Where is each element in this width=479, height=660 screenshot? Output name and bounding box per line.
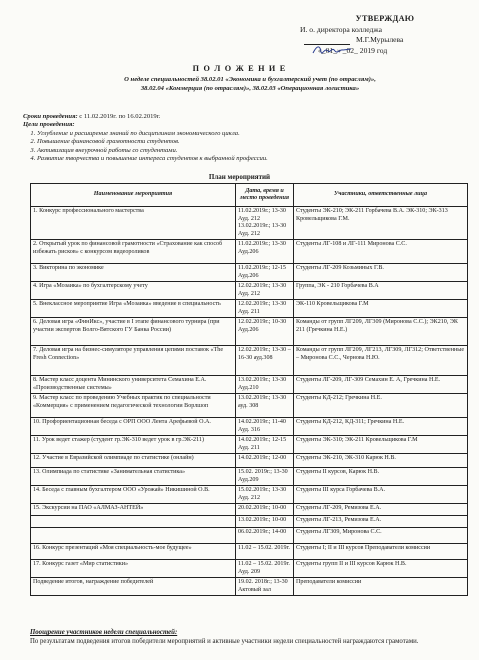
date-cell: 11.02 – 15.02. 2019г. Ауд. 209: [236, 560, 294, 578]
participants-cell: Группа, ЭК - 210 Горбачева В.А: [294, 282, 468, 300]
goal-item: 1. Углубление и расширение знаний по дисциплинам экономического цикла.: [37, 130, 463, 139]
event-cell: 4. Игра «Мозаика» по бухгалтерскому учету: [31, 282, 236, 300]
dates-label: Сроки проведения:: [23, 113, 78, 120]
approver-name: М.Г.Мурылева: [356, 35, 404, 44]
table-row: [31, 560, 468, 578]
table-row: [31, 376, 468, 394]
table-row: [31, 486, 468, 504]
date-cell: 12.02.2019г.; 10-30 Ауд.206: [236, 318, 294, 346]
approval-position: И. о. директора колледжа: [300, 24, 382, 34]
event-cell: 1. Конкурс профессионального мастерства: [31, 207, 236, 240]
participants-cell: Студенты ЛГ-209, ЛГ-309 Семахин Е. А, Гречкина Н.Е.: [294, 376, 468, 394]
event-cell: Подведение итогов, награждение победителей: [31, 578, 236, 596]
participants-cell: Студенты ЛГ-209, Ремизова Е.А.: [294, 504, 468, 516]
event-cell: 8. Мастер класс доцента Мининского университета Семахина Е.А. «Производственные системы»: [31, 376, 236, 394]
document-title: П О Л О Ж Е Н И Е: [192, 64, 287, 73]
plan-title: План мероприятий: [208, 173, 271, 181]
event-cell: 16. Конкурс презентаций «Моя специальность-мое будущее»: [31, 544, 236, 560]
table-row: [31, 418, 468, 436]
participants-cell: Студенты ЭК-210; ЭК-211 Горбачева В.А. ЭК-310; ЭК-313 Кровельщикова Г.М.: [294, 207, 468, 240]
document-subtitle: [50, 75, 450, 93]
header-event: Наименование мероприятия: [31, 184, 236, 207]
dates-value: с 11.02.2019г. по 16.02.2019г.: [77, 113, 161, 120]
event-cell: 12. Участие в Евразийской олимпиаде по статистике (онлайн): [31, 454, 236, 468]
date-cell: 14.02.2019г.; 12-15 Ауд. 211: [236, 436, 294, 454]
table-row: [31, 454, 468, 468]
approval-date: «_01_» _02_ 2019 год: [318, 46, 388, 55]
table-row: [31, 468, 468, 486]
date-cell: 11.02 – 15.02. 2019г.: [236, 544, 294, 560]
date-cell: 12.02.2019г.; 13-30 Ауд. 212: [236, 282, 294, 300]
footer-heading: Поощрение участников недели специальностей:: [30, 629, 178, 636]
date-cell: 15.02. 2019г.; 13-30 Ауд.209: [236, 468, 294, 486]
footer-text: По результатам подведения итогов победители мероприятий и активные участники недели специальностей награждаются грамотами.: [30, 638, 419, 645]
participants-cell: Студенты III курса Горбачева В.А.: [294, 486, 468, 504]
date-cell: 13.02.2019г.; 13-30 Ауд.210: [236, 376, 294, 394]
participants-cell: Студенты групп II и III курсов Карюк Н.В.: [294, 560, 468, 578]
table-row: [31, 318, 468, 346]
signature-line: [300, 35, 470, 46]
participants-cell: Студенты ЛГ-209 Козьминых Г.В.: [294, 264, 468, 282]
date-cell: 11.02.2019г.; 13-30 Ауд.206: [236, 240, 294, 264]
table-header-row: [31, 184, 468, 207]
date-cell: 15.02.2019г.; 13-30 Ауд. 212: [236, 486, 294, 504]
date-cell: 13.02.2019г.; 10-00: [236, 516, 294, 528]
goal-item: 3. Активизация внеурочной работы со студентами.: [37, 147, 463, 156]
subtitle-line: О неделе специальностей 38.02.01 «Экономика и бухгалтерский учет (по отраслям)»,: [124, 76, 376, 83]
participants-cell: Студенты ЛГ-213, Ремизова Е.А.: [294, 516, 468, 528]
event-cell: 9. Мастер класс по проведению Учебных практик по специальности «Коммерция» с применением педагогической технологии Ворлшоп: [31, 394, 236, 418]
subtitle-line: 38.02.04 «Коммерция (по отраслям)», 38.02.03 «Операционная логистика»: [140, 85, 360, 92]
participants-cell: Студенты ЭК-310; ЭК-211 Кровельщикова Г.М: [294, 436, 468, 454]
header-date: Дата, время и место проведения: [236, 184, 294, 207]
table-row: [31, 346, 468, 376]
event-cell: 13. Олимпиада по статистике «Занимательная статистика»: [31, 468, 236, 486]
event-cell: 3. Викторина по экономике: [31, 264, 236, 282]
participants-cell: Студенты ЛГ-108 и ЛГ-111 Миронова С.С.: [294, 240, 468, 264]
participants-cell: Команды от групп ЛГ209, ЛГ213, ЛГ309, ЛГ312; Ответственные – Миронова С.С., Чернова Н.Ю.: [294, 346, 468, 376]
event-cell: 2. Открытый урок по финансовой грамотности «Страхование как способ избежать рисков» с конкурсом видеороликов: [31, 240, 236, 264]
event-cell: [31, 528, 236, 544]
table-row: [31, 282, 468, 300]
table-row: [31, 436, 468, 454]
event-cell: 11. Урок ведет стажер (студент гр.ЭК-310 ведет урок в гр.ЭК-211): [31, 436, 236, 454]
header-participants: Участники, ответственные лица: [294, 184, 468, 207]
goals-label: Цели проведения:: [23, 121, 75, 128]
event-cell: 14. Беседа с главным бухгалтером ООО «Урожай» Никишиной О.В.: [31, 486, 236, 504]
participants-cell: Студенты ЛГ309, Миронова С.С.: [294, 528, 468, 544]
event-cell: [31, 516, 236, 528]
event-cell: 17. Конкурс газет «Мир статистики»: [31, 560, 236, 578]
participants-cell: Студенты КД-212, КД-311; Гречкина Н.Е.: [294, 418, 468, 436]
event-cell: 10. Профориентационная беседа с ОРП ООО Лента Арефьевой О.А.: [31, 418, 236, 436]
date-cell: 14.02.2019г.; 11-40 Ауд. 316: [236, 418, 294, 436]
date-cell: 19.02. 2018г.; 13-30 Актовый зал: [236, 578, 294, 596]
table-row: [31, 504, 468, 516]
date-cell: 06.02.2019г.; 14-00: [236, 528, 294, 544]
table-row: [31, 528, 468, 544]
table-row: [31, 240, 468, 264]
goal-item: 2. Повышение финансовой грамотности студентов.: [37, 138, 463, 147]
event-cell: 7. Деловая игра на бизнес-симуляторе управления цепями поставок «The Fresh Connection»: [31, 346, 236, 376]
handwritten-signature: [312, 43, 352, 57]
date-cell: 13.02.2019г.; 13-30 ауд. 308: [236, 394, 294, 418]
participants-cell: Студенты I; II и III курсов Преподаватели комиссии: [294, 544, 468, 560]
events-table: [30, 183, 468, 596]
table-row: [31, 264, 468, 282]
event-cell: 5. Внеклассное мероприятие Игра «Мозаика» введение в специальность: [31, 300, 236, 318]
table-row: [31, 516, 468, 528]
goal-item: 4. Развитие творчества и повышение интереса студентов к выбранной профессии.: [37, 155, 463, 164]
date-cell: 11.02.2019г.; 13-30 Ауд. 212 13.02.2019г.; 13-30 Ауд. 212: [236, 207, 294, 240]
date-cell: 20.02.2019г.; 10-00: [236, 504, 294, 516]
table-row: [31, 207, 468, 240]
footer-section: [30, 628, 467, 646]
table-row: [31, 300, 468, 318]
participants-cell: Студенты II курсов, Карюк Н.В.: [294, 468, 468, 486]
table-row: [31, 394, 468, 418]
date-cell: 11.02.2019г.; 12-15 Ауд.206: [236, 264, 294, 282]
event-cell: 6. Деловая игра «ФинИкс», участие в I этапе финансового турнира (при участии экспертов Волго-Вятского ГУ Банка России): [31, 318, 236, 346]
event-cell: 15. Экскурсии на ПАО «АЛМАЗ-АНТЕЙ»: [31, 504, 236, 516]
goals-list: [23, 130, 463, 164]
table-row: [31, 544, 468, 560]
participants-cell: Студенты ЭК-210, ЭК-310 Карюк Н.В.: [294, 454, 468, 468]
date-cell: 12.02.2019г.; 13-30 Ауд. 211: [236, 300, 294, 318]
participants-cell: Команды от групп ЛГ209, ЛГ309 (Миронова С.С.); ЭК210, ЭК 211 (Гречкина Н.Е.): [294, 318, 468, 346]
table-row: [31, 578, 468, 596]
participants-cell: ЭК-110 Кровельщикова Г.М: [294, 300, 468, 318]
approval-block: [300, 14, 470, 57]
goals-section: [23, 121, 463, 164]
date-cell: 12.02.2019г.; 13-30 – 16-30 ауд.308: [236, 346, 294, 376]
participants-cell: Преподаватели комиссии: [294, 578, 468, 596]
approval-title: УТВЕРЖДАЮ: [355, 14, 415, 23]
participants-cell: Студенты КД-212; Гречкина Н.Е.: [294, 394, 468, 418]
date-cell: 14.02.2019г.; 12-00: [236, 454, 294, 468]
